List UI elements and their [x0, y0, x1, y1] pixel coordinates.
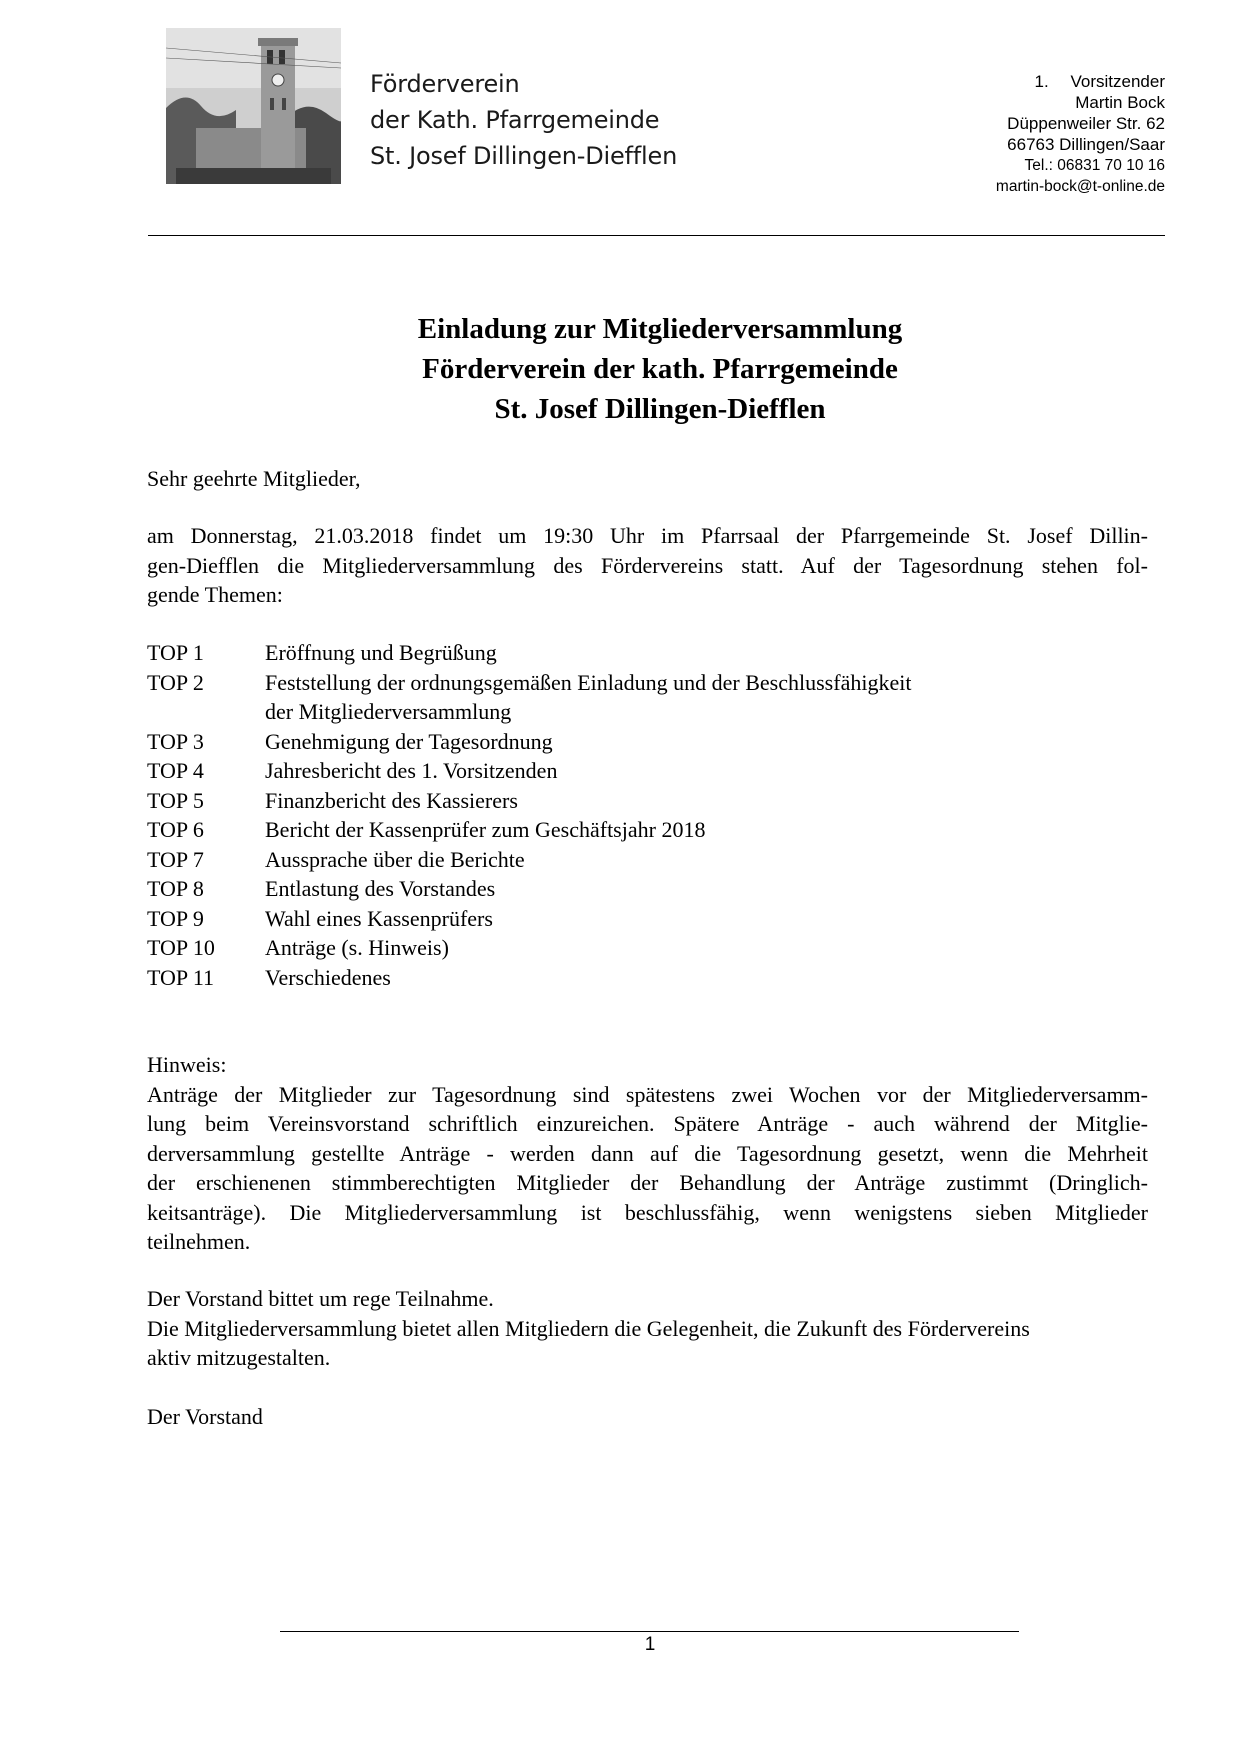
agenda-top-number: TOP 4 [147, 758, 204, 783]
contact-email: martin-bock@t-online.de [995, 178, 1165, 195]
title-line: Einladung zur Mitgliederversammlung [417, 313, 903, 345]
header-divider [148, 235, 1165, 236]
agenda-top-number: TOP 1 [147, 640, 204, 665]
document-title [330, 309, 990, 429]
contact-street: Düppenweiler Str. 62 [1007, 114, 1165, 133]
closing-line: Die Mitgliederversammlung bietet allen Mitgliedern die Gelegenheit, die Zukunft des Fördervereins [147, 1315, 1030, 1341]
hint-line: lung beim Vereinsvorstand schriftlich einzureichen. Spätere Anträge - auch während der Mitglie- [147, 1111, 1148, 1136]
agenda-top-number: TOP 3 [147, 728, 204, 754]
org-name-line: der Kath. Pfarrgemeinde [370, 106, 660, 134]
title-line: Förderverein der kath. Pfarrgemeinde [422, 353, 898, 385]
hint-line: teilnehmen. [147, 1229, 251, 1254]
intro-line: am Donnerstag, 21.03.2018 findet um 19:30 Uhr im Pfarrsaal der Pfarrgemeinde St. Josef Dillin- [147, 523, 1148, 548]
agenda-item [147, 668, 1148, 727]
agenda-topic: Wahl eines Kassenprüfers [265, 905, 493, 931]
hint-section [147, 1050, 1148, 1257]
agenda-item [147, 933, 1148, 963]
contact-role-title: Vorsitzender [1070, 72, 1165, 91]
agenda-topic: Finanzbericht des Kassierers [265, 787, 518, 813]
agenda-topic: Anträge (s. Hinweis) [265, 935, 449, 960]
agenda-top-number: TOP 6 [147, 817, 204, 842]
agenda-item [147, 756, 1148, 786]
contact-role [996, 71, 1165, 92]
agenda-item [147, 904, 1148, 934]
footer-divider [280, 1631, 1019, 1632]
closing-paragraph [147, 1284, 1148, 1373]
agenda-topic-line: der Mitgliederversammlung [265, 699, 512, 724]
agenda-item [147, 638, 1148, 668]
agenda-top-number: TOP 11 [147, 964, 215, 990]
agenda-topic: Verschiedenes [265, 964, 391, 990]
intro-line: gen-Diefflen die Mitgliederversammlung des Fördervereins statt. Auf der Tagesordnung stehen fol- [147, 552, 1148, 578]
intro-line: gende Themen: [147, 582, 283, 607]
hint-line: derversammlung gestellte Anträge - werden dann auf die Tagesordnung gesetzt, wenn die Mehrheit [147, 1140, 1148, 1166]
contact-name: Martin Bock [1075, 93, 1165, 112]
agenda-top-number: TOP 9 [147, 905, 204, 931]
page-number: 1 [644, 1634, 656, 1655]
agenda-topic: Eröffnung und Begrüßung [265, 640, 497, 665]
agenda-topic: Jahresbericht des 1. Vorsitzenden [265, 758, 558, 783]
agenda-item [147, 845, 1148, 875]
contact-city: 66763 Dillingen/Saar [1007, 135, 1165, 154]
hint-line: Anträge der Mitglieder zur Tagesordnung sind spätestens zwei Wochen vor der Mitgliederversamm- [147, 1081, 1148, 1107]
church-tower-photo [166, 28, 341, 184]
agenda-item [147, 786, 1148, 816]
agenda-top-number: TOP 2 [147, 669, 204, 695]
agenda-top-number: TOP 8 [147, 876, 204, 901]
hint-heading: Hinweis: [147, 1052, 227, 1077]
intro-paragraph [147, 521, 1148, 610]
agenda-item [147, 963, 1148, 993]
signature: Der Vorstand [147, 1404, 263, 1429]
hint-line: keitsanträge). Die Mitgliederversammlung ist beschlussfähig, wenn wenigstens sieben Mitglieder [147, 1199, 1148, 1225]
title-line: St. Josef Dillingen-Diefflen [494, 393, 826, 425]
agenda-item [147, 815, 1148, 845]
agenda-list [147, 638, 1148, 992]
agenda-topic: Aussprache über die Berichte [265, 846, 525, 872]
agenda-top-number: TOP 5 [147, 787, 204, 813]
contact-role-number: 1. [1034, 72, 1049, 91]
contact-phone: Tel.: 06831 70 10 16 [1024, 157, 1165, 174]
agenda-topic: Entlastung des Vorstandes [265, 876, 496, 901]
closing-line: aktiv mitzugestalten. [147, 1345, 331, 1370]
church-tower-icon [166, 28, 341, 184]
hint-line: der erschienenen stimmberechtigten Mitglieder der Behandlung der Anträge zustimmt (Dringlich- [147, 1170, 1148, 1195]
agenda-topic: Bericht der Kassenprüfer zum Geschäftsjahr 2018 [265, 817, 706, 842]
agenda-top-number: TOP 7 [147, 846, 204, 872]
agenda-topic: Genehmigung der Tagesordnung [265, 728, 553, 754]
org-name-line: Förderverein [370, 70, 520, 98]
agenda-item [147, 874, 1148, 904]
agenda-topic [265, 668, 911, 727]
organization-name [370, 66, 677, 174]
agenda-item [147, 727, 1148, 757]
agenda-top-number: TOP 10 [147, 935, 215, 960]
contact-block [996, 71, 1165, 197]
closing-line: Der Vorstand bittet um rege Teilnahme. [147, 1286, 494, 1311]
org-name-line: St. Josef Dillingen-Diefflen [370, 142, 678, 170]
salutation: Sehr geehrte Mitglieder, [147, 466, 361, 491]
agenda-topic-line: Feststellung der ordnungsgemäßen Einladung und der Beschlussfähigkeit [265, 669, 912, 695]
